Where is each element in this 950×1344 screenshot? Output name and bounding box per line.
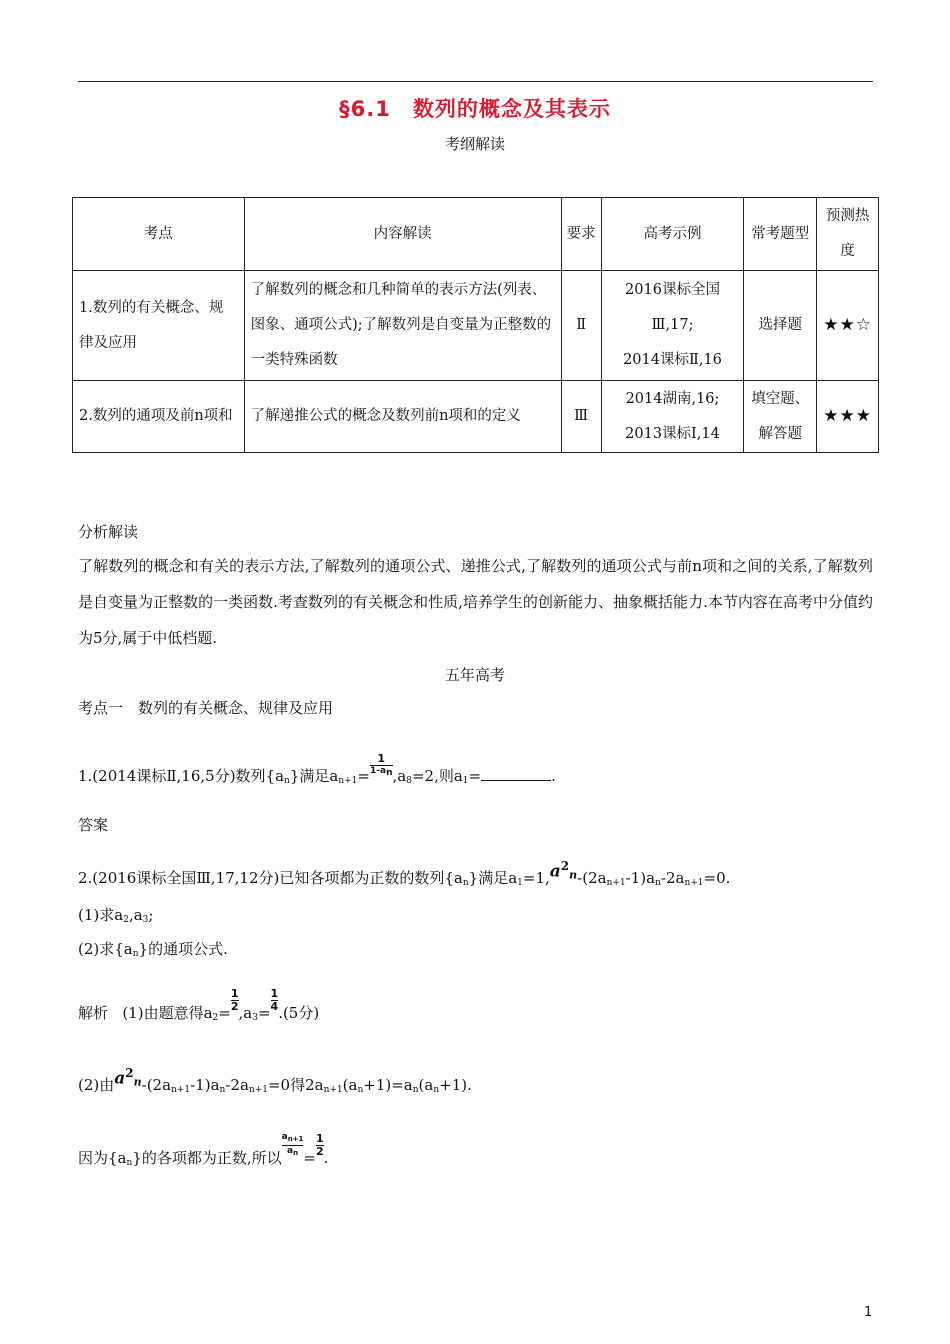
top-rule bbox=[78, 81, 873, 82]
row1-types: 选择题 bbox=[744, 271, 817, 381]
table-row bbox=[73, 271, 879, 381]
row2-example-1: 2014湖南,16; bbox=[625, 390, 720, 407]
solution-part-2: (2)由$a^2_n-(2a_{n+1}-1)a_n-2a_{n+1}=0$得$2a_{n+1}(a_n+1)=a_n(a_n+1)$. bbox=[78, 1075, 472, 1105]
fraction-ratio: $\frac{a_{n+1}}{a_n}$ bbox=[281, 1132, 304, 1157]
solution-label: 解析 bbox=[78, 1004, 109, 1022]
analysis-heading: 分析解读 bbox=[78, 523, 139, 541]
table-row bbox=[73, 381, 879, 453]
table-header-row bbox=[73, 198, 879, 271]
solution-part-1: 解析 (1)由题意得$a_2=$ $\frac{1}{2}$ $,a_3=$ $\frac{1}{4}$ .(5分) bbox=[78, 987, 320, 1023]
question-1: 1.(2014课标Ⅱ,16,5分)数列$\{a_n\}$满足$a_{n+1}=$ $\frac{1}{1-a_n}$ $,a_8=2$,则$a_1=$ . bbox=[78, 752, 556, 786]
question-2-part-2: (2)求$\{a_n\}$的通项公式. bbox=[78, 940, 228, 959]
page-number: 1 bbox=[864, 1305, 873, 1320]
row1-heat-stars: ★★☆ bbox=[817, 271, 879, 381]
header-point: 考点 bbox=[73, 198, 245, 271]
header-heat: 预测热度 bbox=[817, 198, 879, 271]
answer-blank bbox=[481, 766, 551, 781]
row2-level: Ⅲ bbox=[561, 381, 601, 453]
row2-heat-stars: ★★★ bbox=[817, 381, 879, 453]
row1-examples bbox=[601, 271, 744, 381]
header-examples: 高考示例 bbox=[601, 198, 744, 271]
row1-example-1: 2016课标全国Ⅲ,17; bbox=[625, 282, 720, 333]
row2-types: 填空题、解答题 bbox=[744, 381, 817, 453]
topic-heading: 考点一 数列的有关概念、规律及应用 bbox=[78, 699, 334, 717]
exam-outline-table bbox=[72, 197, 879, 453]
row2-content: 了解递推公式的概念及数列前n项和的定义 bbox=[244, 381, 561, 453]
row2-point: 2.数列的通项及前n项和 bbox=[73, 381, 245, 453]
row2-examples bbox=[601, 381, 744, 453]
analysis-body: 了解数列的概念和有关的表示方法,了解数列的通项公式、递推公式,了解数列的通项公式与前n项和之间的关系,了解数列是自变量为正整数的一类函数.考查数列的有关概念和性质,培养学生的创新能力、抽象概括能力.本节内容在高考中分值约为5分,属于中低档题. bbox=[78, 557, 873, 647]
fraction-one-half: $\frac{1}{2}$ bbox=[230, 987, 239, 1013]
question-2-part-1: (1)求$a_2,a_3$; bbox=[78, 906, 154, 925]
solution-part-3: 因为$\{a_n\}$的各项都为正数,所以 $\frac{a_{n+1}}{a_n}$ = $\frac{1}{2}$ . bbox=[78, 1132, 329, 1168]
row1-example-2: 2014课标Ⅱ,16 bbox=[623, 352, 722, 368]
outline-subtitle: 考纲解读 bbox=[444, 135, 505, 153]
an-squared: $a^2_n$ bbox=[549, 859, 578, 882]
answer-label: 答案 bbox=[78, 816, 109, 834]
row1-level: Ⅱ bbox=[561, 271, 601, 381]
row1-content: 了解数列的概念和几种简单的表示方法(列表、图象、通项公式);了解数列是自变量为正整数的一类特殊函数 bbox=[244, 271, 561, 381]
fraction-one-quarter: $\frac{1}{4}$ bbox=[270, 987, 279, 1013]
section-title: §6.1 数列的概念及其表示 bbox=[339, 97, 611, 121]
row2-example-2: 2013课标Ⅰ,14 bbox=[625, 425, 720, 442]
fraction-one-half: $\frac{1}{2}$ bbox=[316, 1132, 324, 1158]
fraction-one-over-one-minus-an: $\frac{1}{1-a_n}$ bbox=[370, 752, 393, 778]
row1-point: 1.数列的有关概念、规律及应用 bbox=[73, 271, 245, 381]
header-level: 要求 bbox=[561, 198, 601, 271]
header-types: 常考题型 bbox=[744, 198, 817, 271]
question-2: 2.(2016课标全国Ⅲ,17,12分)已知各项都为正数的数列$\{a_n\}$满足$a_1=1,a^2_n-(2a_{n+1}-1)a_n-2a_{n+1}=0$. bbox=[78, 868, 730, 898]
header-content: 内容解读 bbox=[244, 198, 561, 271]
five-years-heading: 五年高考 bbox=[444, 666, 505, 684]
an-squared: $a^2_n$ bbox=[114, 1066, 142, 1089]
